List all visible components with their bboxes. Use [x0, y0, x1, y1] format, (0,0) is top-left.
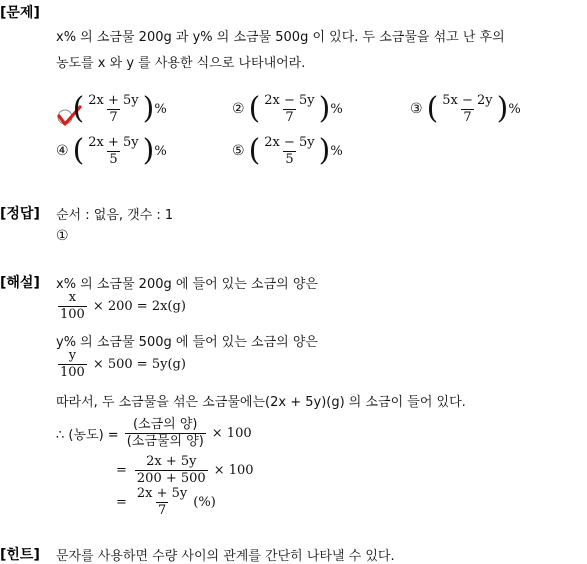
choice-3-fraction: $\frac{5x - 2y}{7}$ [442, 93, 493, 125]
section-question-label: [문제] [0, 5, 40, 21]
section-answer-label: [정답] [0, 206, 40, 222]
question-line-2: 농도를 x 와 y 를 사용한 식으로 나타내어라. [56, 56, 306, 71]
answer-line-1: 순서 : 없음, 갯수 : 1 [56, 208, 174, 223]
section-explanation-label: [해설] [0, 275, 40, 291]
explanation-line-7: = $\frac{2x + 5y}{200 + 500}$ × 100 [116, 454, 254, 486]
explanation-line-5: 따라서, 두 소금물을 섞은 소금물에는(2x + 5y)(g) 의 소금이 들어 있다. [56, 395, 466, 410]
choice-1-fraction: $\frac{2x + 5y}{7}$ [88, 93, 139, 125]
explanation-line-2: $\frac{x}{100}$ × 200 = 2x(g) [60, 290, 186, 322]
choice-2[interactable]: ② ( $\frac{2x - 5y}{7}$ ) % [232, 91, 343, 127]
choice-2-marker: ② [232, 101, 245, 118]
choice-3[interactable]: ③ ( $\frac{5x - 2y}{7}$ ) % [410, 91, 521, 127]
choice-4-marker: ④ [56, 143, 69, 160]
choice-5-fraction: $\frac{2x - 5y}{5}$ [264, 135, 315, 167]
choice-4[interactable]: ④ ( $\frac{2x + 5y}{5}$ ) % [56, 133, 167, 169]
answer-line-2: ① [56, 228, 69, 244]
hint-text: 문자를 사용하면 수량 사이의 관계를 간단히 나타낼 수 있다. [56, 549, 395, 564]
section-hint-label: [힌트] [0, 547, 40, 563]
question-line-1: x% 의 소금물 200g 과 y% 의 소금물 500g 이 있다. 두 소금물을 섞고 난 후의 [56, 30, 505, 45]
explanation-line-1: x% 의 소금물 200g 에 들어 있는 소금의 양은 [56, 277, 318, 292]
explanation-line-3: y% 의 소금물 500g 에 들어 있는 소금의 양은 [56, 335, 318, 350]
choice-5[interactable]: ⑤ ( $\frac{2x - 5y}{5}$ ) % [232, 133, 343, 169]
choice-1[interactable]: ( $\frac{2x + 5y}{7}$ ) % [72, 91, 167, 127]
explanation-line-4: $\frac{y}{100}$ × 500 = 5y(g) [60, 348, 186, 380]
explanation-line-8: = $\frac{2x + 5y}{7}$ (%) [116, 486, 216, 518]
choice-2-fraction: $\frac{2x - 5y}{7}$ [264, 93, 315, 125]
choice-4-fraction: $\frac{2x + 5y}{5}$ [88, 135, 139, 167]
choice-5-marker: ⑤ [232, 143, 245, 160]
explanation-line-6: ∴ (농도) = $\frac{\text{(소금의 양)}}{\text{(소금물의 양)}}$ × 100 [56, 417, 252, 449]
choice-3-marker: ③ [410, 101, 423, 118]
